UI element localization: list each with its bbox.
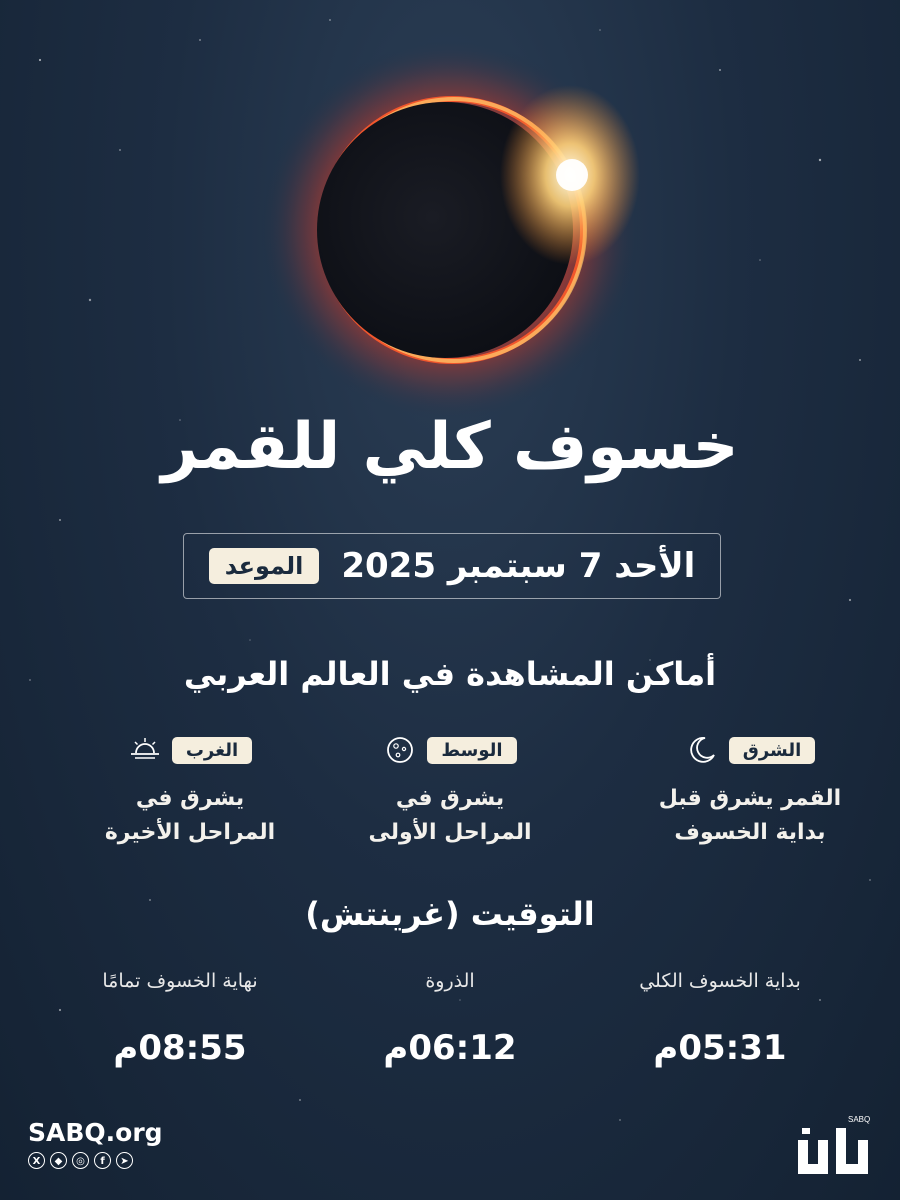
- region-west: [70, 730, 310, 850]
- instagram-icon[interactable]: ◎: [72, 1152, 89, 1169]
- page-title: خسوف كلي للقمر: [161, 410, 739, 484]
- timing-end-value: 08:55م: [113, 1028, 247, 1068]
- snapchat-icon[interactable]: ◆: [50, 1152, 67, 1169]
- x-icon[interactable]: X: [28, 1152, 45, 1169]
- telegram-icon[interactable]: ➤: [116, 1152, 133, 1169]
- timing-peak-value: 06:12م: [383, 1028, 517, 1068]
- logo-text: SABQ: [848, 1115, 871, 1124]
- region-west-description: يشرق في المراحل الأخيرة: [104, 786, 276, 845]
- region-east-label: الشرق: [729, 737, 816, 764]
- region-east-description: القمر يشرق قبل بداية الخسوف: [658, 786, 842, 845]
- facebook-icon[interactable]: f: [94, 1152, 111, 1169]
- viewing-heading: أماكن المشاهدة في العالم العربي: [183, 655, 717, 693]
- region-middle-label: الوسط: [427, 737, 516, 764]
- region-middle: [330, 730, 570, 850]
- sabq-logo: [792, 1110, 876, 1182]
- crescent-moon-icon: [685, 733, 719, 767]
- timing-start-value: 05:31م: [653, 1028, 787, 1068]
- region-middle-description: يشرق في المراحل الأولى: [368, 786, 532, 845]
- timing-heading: التوقيت (غرينتش): [305, 895, 595, 933]
- timing-end-label: نهاية الخسوف تمامًا: [102, 970, 258, 992]
- social-links: [28, 1152, 133, 1169]
- region-east: [630, 730, 870, 850]
- timing-start-label: بداية الخسوف الكلي: [639, 970, 801, 992]
- timing-peak-label: الذروة: [425, 970, 475, 992]
- date-value: الأحد 7 سبتمبر 2025: [341, 546, 696, 586]
- date-label-badge: الموعد: [209, 548, 320, 584]
- region-west-label: الغرب: [172, 737, 252, 764]
- brand-url[interactable]: SABQ.org: [28, 1118, 163, 1147]
- date-box: [183, 533, 721, 599]
- moonrise-horizon-icon: [128, 733, 162, 767]
- full-moon-icon: [383, 733, 417, 767]
- eclipse-illustration: [240, 40, 660, 420]
